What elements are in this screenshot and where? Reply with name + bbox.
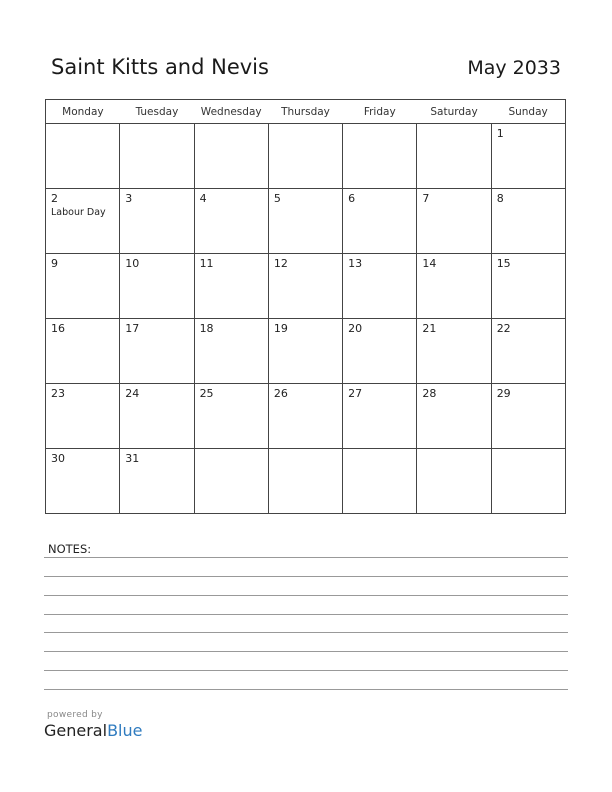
weekday-header-row	[46, 100, 566, 124]
note-line	[44, 651, 568, 652]
day-cell	[343, 449, 417, 514]
day-number: 31	[125, 452, 140, 465]
day-cell	[46, 124, 120, 189]
day-cell	[417, 449, 491, 514]
day-cell	[120, 449, 194, 514]
day-number: 22	[496, 322, 511, 335]
note-line	[44, 614, 568, 615]
note-line	[44, 576, 568, 577]
day-cell	[343, 124, 417, 189]
weekday-tuesday: Tuesday	[120, 100, 194, 124]
day-cell	[343, 254, 417, 319]
month-year: May 2033	[467, 57, 561, 79]
note-line	[44, 595, 568, 596]
day-number: 20	[348, 322, 363, 335]
weekday-sunday: Sunday	[491, 100, 565, 124]
week-row	[46, 319, 566, 384]
day-cell	[417, 384, 491, 449]
day-number: 21	[422, 322, 437, 335]
day-number: 14	[422, 257, 437, 270]
day-cell	[120, 254, 194, 319]
calendar-title: Saint Kitts and Nevis	[51, 55, 269, 79]
day-cell	[120, 124, 194, 189]
day-cell	[268, 124, 342, 189]
day-cell	[417, 189, 491, 254]
day-number: 28	[422, 387, 437, 400]
day-cell	[120, 319, 194, 384]
note-line	[44, 689, 568, 690]
weekday-wednesday: Wednesday	[194, 100, 268, 124]
day-number: 3	[125, 192, 133, 205]
day-cell	[417, 124, 491, 189]
day-cell	[46, 384, 120, 449]
day-number: 15	[496, 257, 511, 270]
day-number: 1	[496, 127, 504, 140]
day-cell	[194, 449, 268, 514]
note-line	[44, 557, 568, 558]
day-cell	[491, 319, 565, 384]
day-number: 18	[199, 322, 214, 335]
day-cell	[417, 319, 491, 384]
day-number: 16	[51, 322, 65, 335]
day-cell	[491, 449, 565, 514]
day-number: 9	[51, 257, 58, 270]
day-number: 8	[496, 192, 504, 205]
week-row	[46, 449, 566, 514]
day-cell	[268, 384, 342, 449]
day-number: 4	[199, 192, 207, 205]
holiday-label: Labour Day	[51, 207, 106, 218]
day-number: 6	[348, 192, 356, 205]
day-cell	[491, 124, 565, 189]
day-number: 10	[125, 257, 140, 270]
weekday-thursday: Thursday	[268, 100, 342, 124]
day-cell	[268, 189, 342, 254]
powered-by-text: powered by	[47, 710, 103, 720]
day-cell	[46, 449, 120, 514]
logo-general-text: General	[44, 721, 108, 740]
day-number: 5	[273, 192, 281, 205]
weekday-monday: Monday	[46, 100, 120, 124]
day-cell	[417, 254, 491, 319]
day-number: 19	[273, 322, 288, 335]
day-number: 27	[348, 387, 363, 400]
day-cell	[194, 254, 268, 319]
day-number: 17	[125, 322, 140, 335]
logo-blue-text: Blue	[107, 721, 143, 740]
week-row	[46, 189, 566, 254]
day-cell	[194, 124, 268, 189]
weekday-friday: Friday	[343, 100, 417, 124]
day-cell	[343, 384, 417, 449]
day-cell	[194, 384, 268, 449]
day-number: 29	[496, 387, 511, 400]
day-number: 12	[273, 257, 288, 270]
day-number: 24	[125, 387, 140, 400]
day-number: 11	[199, 257, 214, 270]
week-row	[46, 384, 566, 449]
day-cell	[268, 449, 342, 514]
day-cell	[491, 384, 565, 449]
note-line	[44, 670, 568, 671]
day-cell	[268, 254, 342, 319]
day-cell	[491, 254, 565, 319]
day-cell	[343, 319, 417, 384]
day-cell	[46, 254, 120, 319]
week-row	[46, 124, 566, 189]
day-number: 7	[422, 192, 430, 205]
day-number: 13	[348, 257, 363, 270]
day-number: 25	[199, 387, 214, 400]
day-cell	[46, 319, 120, 384]
day-cell	[194, 319, 268, 384]
day-cell	[491, 189, 565, 254]
week-row	[46, 254, 566, 319]
day-cell	[46, 189, 120, 254]
note-line	[44, 632, 568, 633]
day-number: 2	[51, 192, 58, 205]
weekday-saturday: Saturday	[417, 100, 491, 124]
day-cell	[194, 189, 268, 254]
day-number: 23	[51, 387, 65, 400]
day-cell	[120, 189, 194, 254]
day-number: 30	[51, 452, 65, 465]
day-cell	[343, 189, 417, 254]
day-cell	[120, 384, 194, 449]
calendar-grid	[45, 99, 566, 514]
day-cell	[268, 319, 342, 384]
generalblue-logo[interactable]	[44, 721, 142, 740]
notes-label: NOTES:	[48, 542, 92, 556]
day-number: 26	[273, 387, 288, 400]
